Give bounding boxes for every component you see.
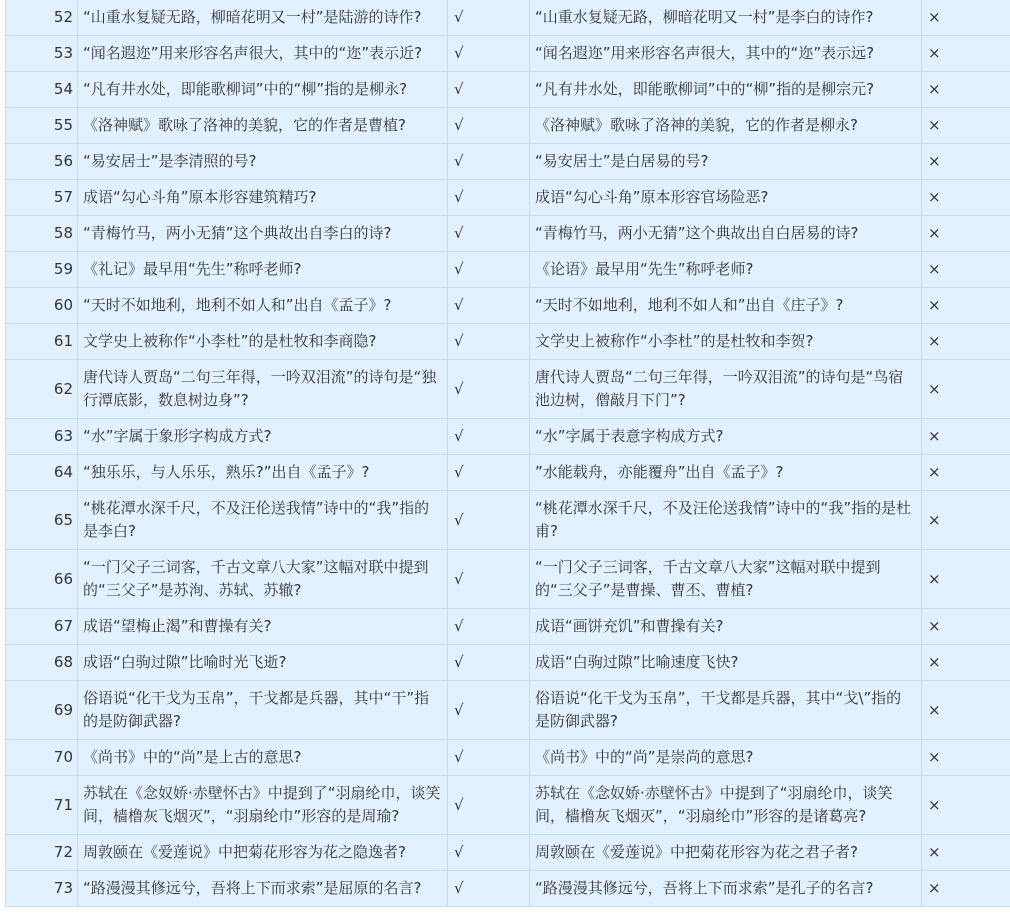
table-row [6, 144, 1010, 180]
check-mark: √ [448, 419, 530, 455]
wrong-statement: “山重水复疑无路，柳暗花明又一村”是李白的诗作? [530, 0, 922, 36]
wrong-statement: “桃花潭水深千尺，不及汪伦送我情”诗中的“我”指的是杜甫? [530, 491, 922, 550]
correct-statement: 成语“勾心斗角”原本形容建筑精巧? [78, 180, 448, 216]
cross-mark: × [922, 144, 1010, 180]
row-number: 70 [6, 740, 78, 776]
check-mark: √ [448, 108, 530, 144]
correct-statement: 成语“白驹过隙”比喻时光飞逝? [78, 645, 448, 681]
check-mark: √ [448, 360, 530, 419]
cross-mark: × [922, 681, 1010, 740]
row-number: 54 [6, 72, 78, 108]
cross-mark: × [922, 288, 1010, 324]
correct-statement: 苏轼在《念奴娇·赤壁怀古》中提到了“羽扇纶巾，谈笑间，樯橹灰飞烟灭”，“羽扇纶巾”形容的是周瑜? [78, 776, 448, 835]
wrong-statement: ”水能载舟，亦能覆舟”出自《孟子》? [530, 455, 922, 491]
check-mark: √ [448, 681, 530, 740]
correct-statement: 《洛神赋》歌咏了洛神的美貌，它的作者是曹植? [78, 108, 448, 144]
correct-statement: “一门父子三词客，千古文章八大家”这幅对联中提到的“三父子”是苏洵、苏轼、苏辙? [78, 550, 448, 609]
row-number: 55 [6, 108, 78, 144]
check-mark: √ [448, 609, 530, 645]
correct-statement: 成语“望梅止渴”和曹操有关? [78, 609, 448, 645]
check-mark: √ [448, 835, 530, 871]
correct-statement: 文学史上被称作“小李杜”的是杜牧和李商隐? [78, 324, 448, 360]
row-number: 63 [6, 419, 78, 455]
wrong-statement: 成语“白驹过隙”比喻速度飞快? [530, 645, 922, 681]
table-row [6, 491, 1010, 550]
cross-mark: × [922, 740, 1010, 776]
row-number: 72 [6, 835, 78, 871]
wrong-statement: “天时不如地利，地利不如人和”出自《庄子》? [530, 288, 922, 324]
check-mark: √ [448, 36, 530, 72]
row-number: 58 [6, 216, 78, 252]
table-row [6, 645, 1010, 681]
row-number: 67 [6, 609, 78, 645]
wrong-statement: “凡有井水处，即能歌柳词”中的“柳”指的是柳宗元? [530, 72, 922, 108]
table-row [6, 835, 1010, 871]
row-number: 73 [6, 871, 78, 907]
correct-statement: 唐代诗人贾岛“二句三年得，一吟双泪流”的诗句是“独行潭底影，数息树边身”? [78, 360, 448, 419]
table-row [6, 252, 1010, 288]
check-mark: √ [448, 216, 530, 252]
cross-mark: × [922, 776, 1010, 835]
wrong-statement: 成语“勾心斗角”原本形容官场险恶? [530, 180, 922, 216]
row-number: 68 [6, 645, 78, 681]
cross-mark: × [922, 871, 1010, 907]
cross-mark: × [922, 36, 1010, 72]
table-row [6, 740, 1010, 776]
table-row [6, 455, 1010, 491]
correct-statement: “闻名遐迩”用来形容名声很大，其中的“迩”表示近? [78, 36, 448, 72]
wrong-statement: 《论语》最早用“先生”称呼老师? [530, 252, 922, 288]
check-mark: √ [448, 550, 530, 609]
correct-statement: “桃花潭水深千尺，不及汪伦送我情”诗中的“我”指的是李白? [78, 491, 448, 550]
table-row [6, 36, 1010, 72]
correct-statement: “天时不如地利，地利不如人和”出自《孟子》? [78, 288, 448, 324]
cross-mark: × [922, 0, 1010, 36]
check-mark: √ [448, 455, 530, 491]
wrong-statement: 《尚书》中的“尚”是崇尚的意思? [530, 740, 922, 776]
check-mark: √ [448, 288, 530, 324]
row-number: 65 [6, 491, 78, 550]
correct-statement: “青梅竹马，两小无猜”这个典故出自李白的诗? [78, 216, 448, 252]
table-row [6, 360, 1010, 419]
row-number: 52 [6, 0, 78, 36]
wrong-statement: “路漫漫其修远兮，吾将上下而求索”是孔子的名言? [530, 871, 922, 907]
wrong-statement: “水”字属于表意字构成方式? [530, 419, 922, 455]
correct-statement: “路漫漫其修远兮，吾将上下而求索”是屈原的名言? [78, 871, 448, 907]
table-row [6, 776, 1010, 835]
check-mark: √ [448, 252, 530, 288]
row-number: 71 [6, 776, 78, 835]
check-mark: √ [448, 144, 530, 180]
correct-statement: “易安居士”是李清照的号? [78, 144, 448, 180]
correct-statement: 周敦颐在《爱莲说》中把菊花形容为花之隐逸者? [78, 835, 448, 871]
check-mark: √ [448, 740, 530, 776]
wrong-statement: 唐代诗人贾岛“二句三年得，一吟双泪流”的诗句是“鸟宿池边树，僧敲月下门”? [530, 360, 922, 419]
cross-mark: × [922, 360, 1010, 419]
wrong-statement: “青梅竹马，两小无猜”这个典故出自白居易的诗? [530, 216, 922, 252]
wrong-statement: 苏轼在《念奴娇·赤壁怀古》中提到了“羽扇纶巾，谈笑间，樯橹灰飞烟灭”，“羽扇纶巾”形容的是诸葛亮? [530, 776, 922, 835]
check-mark: √ [448, 871, 530, 907]
check-mark: √ [448, 324, 530, 360]
cross-mark: × [922, 72, 1010, 108]
check-mark: √ [448, 491, 530, 550]
row-number: 64 [6, 455, 78, 491]
cross-mark: × [922, 645, 1010, 681]
table-row [6, 72, 1010, 108]
row-number: 57 [6, 180, 78, 216]
wrong-statement: “一门父子三词客，千古文章八大家”这幅对联中提到的“三父子”是曹操、曹丕、曹植? [530, 550, 922, 609]
cross-mark: × [922, 108, 1010, 144]
table-row [6, 871, 1010, 907]
row-number: 69 [6, 681, 78, 740]
cross-mark: × [922, 550, 1010, 609]
cross-mark: × [922, 324, 1010, 360]
cross-mark: × [922, 609, 1010, 645]
check-mark: √ [448, 0, 530, 36]
cross-mark: × [922, 491, 1010, 550]
cross-mark: × [922, 216, 1010, 252]
table-row [6, 550, 1010, 609]
wrong-statement: 文学史上被称作“小李杜”的是杜牧和李贺? [530, 324, 922, 360]
check-mark: √ [448, 645, 530, 681]
table-row [6, 324, 1010, 360]
check-mark: √ [448, 776, 530, 835]
wrong-statement: 成语“画饼充饥”和曹操有关? [530, 609, 922, 645]
table-row [6, 108, 1010, 144]
correct-statement: “独乐乐，与人乐乐，熟乐?”出自《孟子》? [78, 455, 448, 491]
wrong-statement: 《洛神赋》歌咏了洛神的美貌，它的作者是柳永? [530, 108, 922, 144]
quiz-table-body [6, 0, 1010, 907]
row-number: 60 [6, 288, 78, 324]
table-row [6, 681, 1010, 740]
cross-mark: × [922, 252, 1010, 288]
row-number: 53 [6, 36, 78, 72]
table-row [6, 180, 1010, 216]
cross-mark: × [922, 835, 1010, 871]
row-number: 61 [6, 324, 78, 360]
cross-mark: × [922, 180, 1010, 216]
check-mark: √ [448, 180, 530, 216]
table-row [6, 216, 1010, 252]
wrong-statement: 俗语说“化干戈为玉帛”，干戈都是兵器，其中“戈\”指的是防御武器? [530, 681, 922, 740]
quiz-table [5, 0, 1010, 907]
correct-statement: 《尚书》中的“尚”是上古的意思? [78, 740, 448, 776]
table-row [6, 0, 1010, 36]
correct-statement: “凡有井水处，即能歌柳词”中的“柳”指的是柳永? [78, 72, 448, 108]
row-number: 62 [6, 360, 78, 419]
correct-statement: “山重水复疑无路，柳暗花明又一村”是陆游的诗作? [78, 0, 448, 36]
table-row [6, 419, 1010, 455]
cross-mark: × [922, 419, 1010, 455]
correct-statement: 俗语说“化干戈为玉帛”，干戈都是兵器，其中“干”指的是防御武器? [78, 681, 448, 740]
table-row [6, 288, 1010, 324]
table-row [6, 609, 1010, 645]
check-mark: √ [448, 72, 530, 108]
wrong-statement: “易安居士”是白居易的号? [530, 144, 922, 180]
wrong-statement: “闻名遐迩”用来形容名声很大，其中的“迩”表示远? [530, 36, 922, 72]
row-number: 56 [6, 144, 78, 180]
row-number: 66 [6, 550, 78, 609]
wrong-statement: 周敦颐在《爱莲说》中把菊花形容为花之君子者? [530, 835, 922, 871]
correct-statement: 《礼记》最早用“先生”称呼老师? [78, 252, 448, 288]
correct-statement: “水”字属于象形字构成方式? [78, 419, 448, 455]
cross-mark: × [922, 455, 1010, 491]
row-number: 59 [6, 252, 78, 288]
